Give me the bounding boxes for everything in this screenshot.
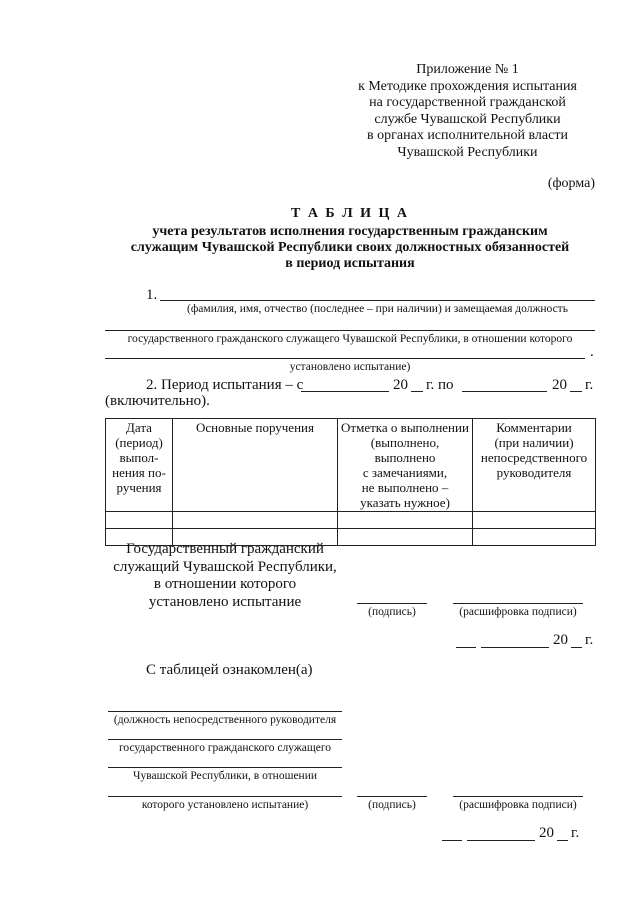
header-date-line: ручения — [116, 480, 162, 495]
appendix-line: службе Чувашской Республики — [374, 111, 561, 127]
table-row — [106, 512, 596, 529]
employee-label-line: служащий Чувашской Республики, — [113, 558, 337, 575]
employee-label-line: в отношении которого — [153, 576, 297, 592]
manager-date-year: 20 — [539, 825, 554, 841]
manager-position-line-3[interactable] — [108, 767, 342, 768]
employee-date-g: г. — [585, 632, 594, 648]
employee-signature-caption: (подпись) — [368, 606, 416, 618]
title-line-1: учета результатов исполнения государственным гражданским — [152, 224, 548, 239]
table-cell[interactable] — [106, 512, 173, 529]
employee-name-caption: (расшифровка подписи) — [459, 606, 577, 618]
header-completion-line: Отметка о выполнении — [341, 420, 469, 435]
period-year-2: 20 — [552, 377, 567, 393]
header-date — [106, 419, 173, 512]
header-comments-line: (при наличии) — [494, 435, 574, 450]
header-completion-line: указать нужное) — [360, 495, 450, 510]
results-table — [105, 418, 596, 546]
manager-signature-caption: (подпись) — [368, 799, 416, 811]
period-inclusive: (включительно). — [105, 393, 210, 409]
header-comments-line: руководителя — [496, 465, 572, 480]
appendix-header — [330, 62, 605, 161]
header-completion-line: с замечаниями, — [362, 465, 448, 480]
header-completion-line: (выполнено, выполнено — [370, 435, 440, 465]
title-line-2: служащим Чувашской Республики своих должностных обязанностей — [130, 240, 570, 255]
position-caption: государственного гражданского служащего Чувашской Республики, в отношении которого — [127, 333, 573, 345]
employee-name-line[interactable] — [453, 603, 583, 604]
appendix-line: на государственной гражданской — [369, 95, 566, 110]
header-comments-line: Комментарии — [496, 420, 572, 435]
manager-date-month[interactable] — [467, 840, 535, 841]
appendix-line: Чувашской Республики — [397, 144, 538, 160]
table-header-row — [106, 419, 596, 512]
table-cell[interactable] — [473, 512, 596, 529]
position-line-2[interactable] — [105, 358, 585, 359]
period-start-input[interactable] — [301, 391, 389, 392]
fio-line[interactable] — [160, 300, 595, 301]
header-assignments — [173, 419, 338, 512]
acquainted-label: С таблицей ознакомлен(а) — [146, 662, 313, 678]
line-dot: . — [590, 344, 594, 360]
period-label: 2. Период испытания – с — [146, 377, 304, 393]
manager-signature-line[interactable] — [357, 796, 427, 797]
position-line[interactable] — [105, 330, 595, 331]
manager-caption-1: (должность непосредственного руководителя — [113, 714, 337, 726]
employee-signature-line[interactable] — [357, 603, 427, 604]
header-date-line: выпол- — [119, 450, 159, 465]
period-end-input[interactable] — [462, 391, 547, 392]
header-date-line: Дата — [126, 420, 152, 435]
employee-date-month[interactable] — [481, 647, 549, 648]
period-year-2-input[interactable] — [570, 391, 582, 392]
section-1-number: 1. — [146, 287, 158, 303]
manager-date-g: г. — [571, 825, 580, 841]
employee-label-line: Государственный гражданский — [126, 541, 324, 557]
manager-position-line-2[interactable] — [108, 739, 342, 740]
header-date-line: (период) — [115, 435, 163, 450]
manager-caption-2: государственного гражданского служащего — [118, 742, 332, 754]
manager-name-line[interactable] — [453, 796, 583, 797]
table-cell[interactable] — [338, 512, 473, 529]
table-cell[interactable] — [338, 529, 473, 546]
manager-name-caption: (расшифровка подписи) — [459, 799, 577, 811]
manager-caption-4: которого установлено испытание) — [141, 799, 309, 811]
fio-caption: (фамилия, имя, отчество (последнее – при наличии) и замещаемая должность — [187, 303, 568, 315]
employee-signature-label — [110, 541, 340, 611]
employee-label-line: установлено испытание — [148, 593, 302, 610]
form-label: (форма) — [547, 176, 595, 191]
appendix-line: в органах исполнительной власти — [367, 128, 568, 143]
employee-date-year-input[interactable] — [571, 647, 582, 648]
header-comments — [473, 419, 596, 512]
manager-date-day[interactable] — [442, 840, 462, 841]
header-assignments-line: Основные поручения — [196, 420, 314, 435]
manager-caption-3: Чувашской Республики, в отношении — [132, 770, 318, 782]
document-title: Т А Б Л И Ц А — [290, 206, 410, 221]
header-comments-line: непосредственного — [480, 450, 588, 465]
period-year-1: 20 — [393, 377, 408, 393]
header-completion-mark — [338, 419, 473, 512]
period-g-label: г. — [585, 377, 594, 393]
probation-caption: установлено испытание) — [289, 361, 411, 373]
employee-date-day[interactable] — [456, 647, 476, 648]
title-line-3: в период испытания — [285, 256, 415, 271]
appendix-line: к Методике прохождения испытания — [358, 78, 577, 94]
table-cell[interactable] — [173, 512, 338, 529]
employee-date-year: 20 — [553, 632, 568, 648]
header-date-line: нения по- — [112, 465, 166, 480]
period-year-1-input[interactable] — [411, 391, 423, 392]
header-completion-line: не выполнено – — [361, 480, 449, 495]
manager-position-line[interactable] — [108, 711, 342, 712]
appendix-line: Приложение № 1 — [416, 62, 519, 77]
period-to-label: г. по — [426, 377, 454, 393]
manager-position-line-4[interactable] — [108, 796, 342, 797]
manager-date-year-input[interactable] — [557, 840, 568, 841]
table-cell[interactable] — [473, 529, 596, 546]
